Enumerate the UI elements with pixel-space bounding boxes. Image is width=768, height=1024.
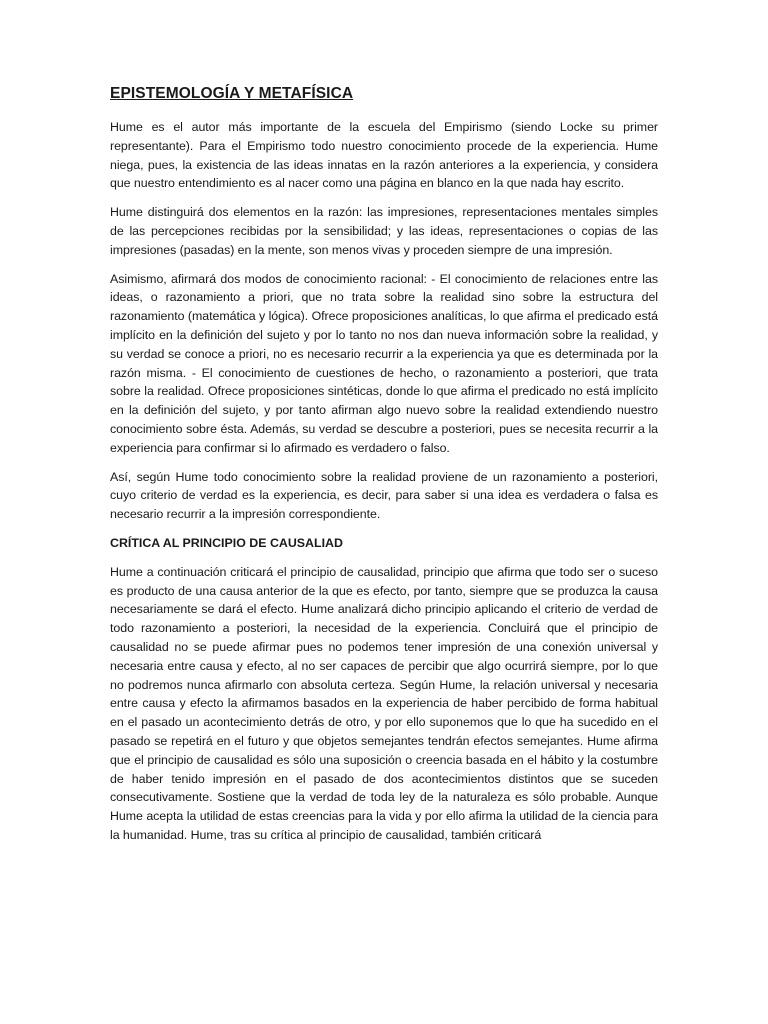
paragraph: Hume a continuación criticará el principio de causalidad, principio que afirma que todo ser o suceso es producto de una causa anterior de la que es efecto, por tanto, siempre que se produzca la causa necesariamente se dará el efecto. Hume analizará dicho principio aplicando el criterio de verdad de todo razonamiento a posteriori, la necesidad de la experiencia. Concluirá que el principio de causalidad no se puede afirmar pues no podemos tener impresión de una conexión universal y necesaria entre causa y efecto, al no ser capaces de percibir que algo ocurrirá siempre, por lo que no podremos nunca afirmarlo con absoluta certeza. Según Hume, la relación universal y necesaria entre causa y efecto la afirmamos basados en la experiencia de haber percibido de forma habitual en el pasado un acontecimiento detrás de otro, y por ello suponemos que lo que ha sucedido en el pasado se repetirá en el futuro y que objetos semejantes tendrán efectos semejantes. Hume afirma que el principio de causalidad es sólo una suposición o creencia basada en el hábito y la costumbre de haber tenido impresión en el pasado de dos acontecimientos distintos que se suceden consecutivamente. Sostiene que la verdad de toda ley de la naturaleza es sólo probable. Aunque Hume acepta la utilidad de estas creencias para la vida y por ello afirma la utilidad de la ciencia para la humanidad. Hume, tras su crítica al principio de causalidad, también criticará — [110, 564, 658, 842]
document-title: EPISTEMOLOGÍA Y METAFÍSICA — [110, 85, 354, 102]
paragraph: Hume distinguirá dos elementos en la razón: las impresiones, representaciones mentales simples de las percepciones recibidas por la sensibilidad; y las ideas, representaciones o copias de las impresiones (pasadas) en la mente, son menos vivas y proceden siempre de una impresión. — [110, 205, 658, 257]
document-page — [110, 84, 658, 855]
paragraph: Asimismo, afirmará dos modos de conocimiento racional: - El conocimiento de relaciones entre las ideas, o razonamiento a priori, que no trata sobre la realidad sino sobre la estructura del razonamiento (matemática y lógica). Ofrece proposiciones analíticas, lo que afirma el predicado está implícito en la definición del sujeto y por lo tanto no nos dan nueva información sobre la realidad, y su verdad se conoce a priori, no es necesario recurrir a la experiencia ya que es determinada por la razón misma. - El conocimiento de cuestiones de hecho, o razonamiento a posteriori, que trata sobre la realidad. Ofrece proposiciones sintéticas, donde lo que afirma el predicado no está implícito en la definición del sujeto, y por tanto afirman algo nuevo sobre la realidad extendiendo nuestro conocimiento sobre ésta. Además, su verdad se descubre a posteriori, pues se necesita recurrir a la experiencia para confirmar si lo afirmado es verdadero o falso. — [110, 271, 658, 455]
section-heading: CRÍTICA AL PRINCIPIO DE CAUSALIAD — [110, 535, 343, 550]
paragraph: Hume es el autor más importante de la escuela del Empirismo (siendo Locke su primer representante). Para el Empirismo todo nuestro conocimiento procede de la experiencia. Hume niega, pues, la existencia de las ideas innatas en la razón anteriores a la experiencia, y considera que nuestro entendimiento es al nacer como una página en blanco en la que nada hay escrito. — [110, 120, 658, 191]
paragraph: Así, según Hume todo conocimiento sobre la realidad proviene de un razonamiento a posteriori, cuyo criterio de verdad es la experiencia, es decir, para saber si una idea es verdadera o falsa es necesario recurrir a la impresión correspondiente. — [110, 469, 658, 522]
